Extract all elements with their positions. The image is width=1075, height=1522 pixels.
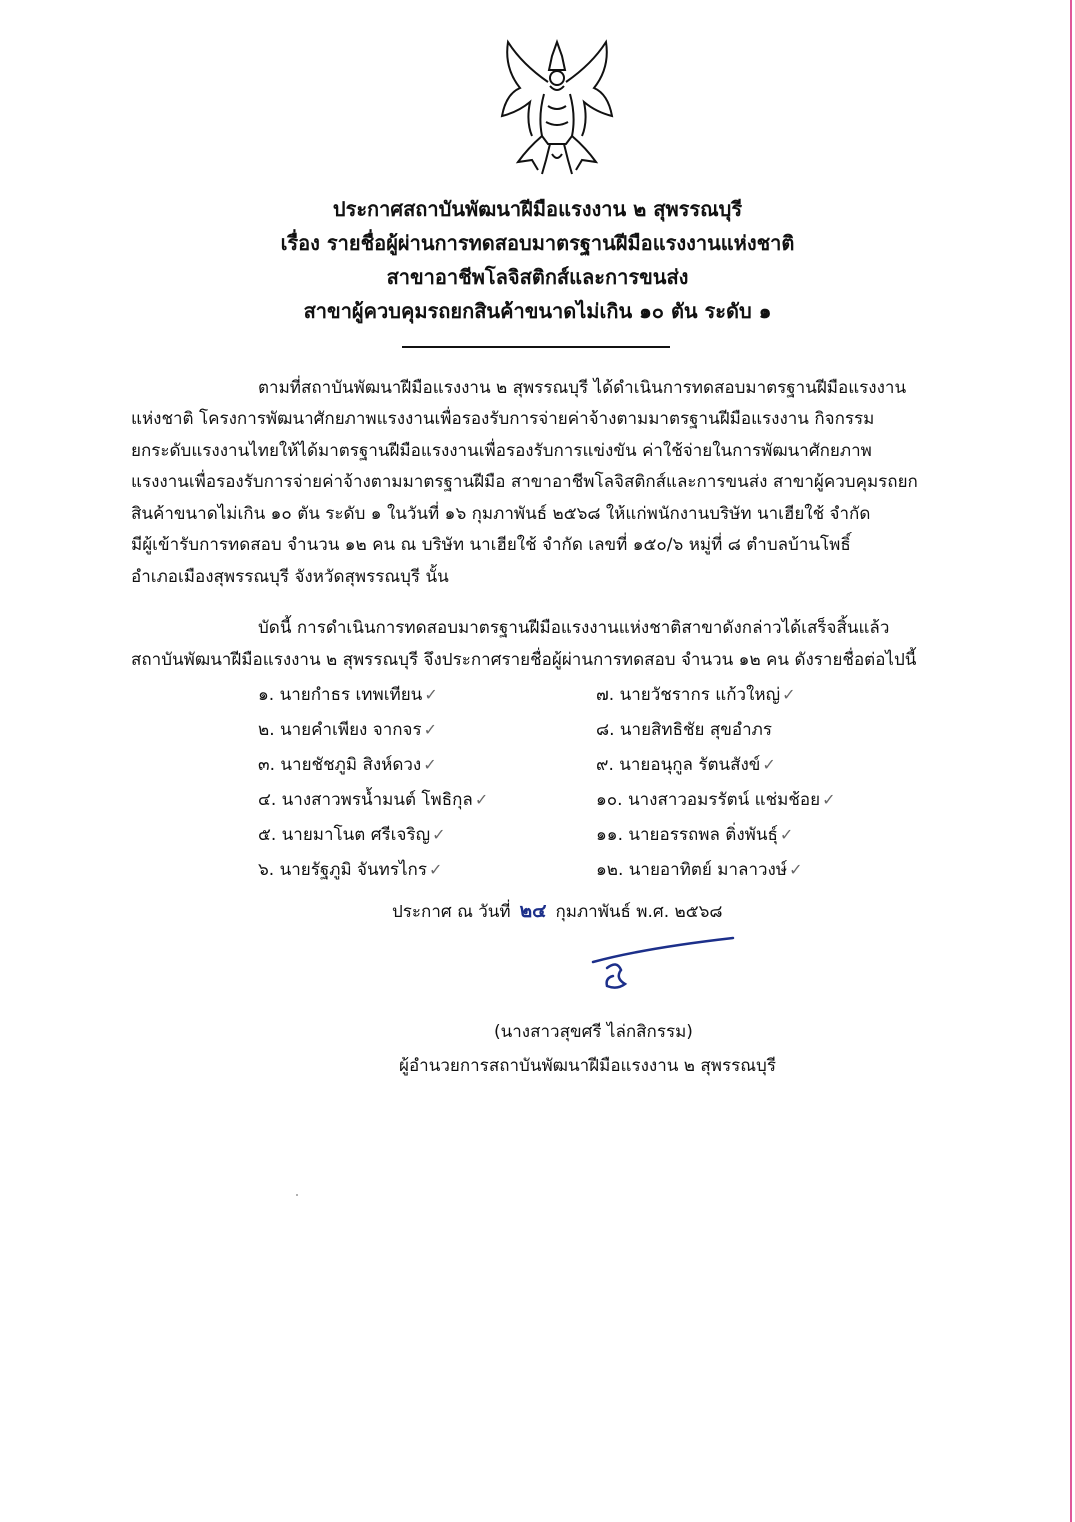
paragraph-line: ตามที่สถาบันพัฒนาฝีมือแรงงาน ๒ สุพรรณบุรี ได้ดำเนินการทดสอบมาตรฐานฝีมือแรงงาน <box>258 378 907 398</box>
list-item: ๕. นายมาโนต ศรีเจริญ ✓ <box>258 825 446 845</box>
check-mark-icon: ✓ <box>423 755 437 774</box>
heading-divider <box>402 346 670 348</box>
announcement-heading: ประกาศสถาบันพัฒนาฝีมือแรงงาน ๒ สุพรรณบุรี <box>332 197 743 221</box>
check-mark-icon: ✓ <box>424 685 438 704</box>
list-item: ๙. นายอนุกูล รัตนสังข์ ✓ <box>596 755 776 775</box>
check-mark-icon: ✓ <box>762 755 776 774</box>
signer-title: ผู้อำนวยการสถาบันพัฒนาฝีมือแรงงาน ๒ สุพรรณบุรี <box>399 1056 776 1076</box>
list-item: ๑๐. นางสาวอมรรัตน์ แช่มช้อย ✓ <box>596 790 836 810</box>
check-mark-icon: ✓ <box>779 825 794 844</box>
paragraph-line: แห่งชาติ โครงการพัฒนาศักยภาพแรงงานเพื่อรองรับการจ่ายค่าจ้างตามมาตรฐานฝีมือแรงงาน กิจกรรม <box>131 409 875 429</box>
paragraph-line: ยกระดับแรงงานไทยให้ได้มาตรฐานฝีมือแรงงานเพื่อรองรับการแข่งขัน ค่าใช้จ่ายในการพัฒนาศักยภาพ <box>131 441 872 461</box>
check-mark-icon: ✓ <box>423 720 438 739</box>
paragraph-line: บัดนี้ การดำเนินการทดสอบมาตรฐานฝีมือแรงงานแห่งชาติสาขาดังกล่าวได้เสร็จสิ้นแล้ว <box>258 618 890 638</box>
check-mark-icon: ✓ <box>474 790 489 809</box>
list-item: ๓. นายชัชภูมิ สิงห์ดวง ✓ <box>258 755 437 775</box>
paragraph-line: มีผู้เข้ารับการทดสอบ จำนวน ๑๒ คน ณ บริษัท นาเฮียใช้ จำกัด เลขที่ ๑๕๐/๖ หมู่ที่ ๘ ตำบลบ้านโพธิ์ <box>131 535 851 555</box>
list-item: ๒. นายคำเพียง จากจร ✓ <box>258 720 438 740</box>
announcement-date: ประกาศ ณ วันที่ ๒๔ กุมภาพันธ์ พ.ศ. ๒๕๖๘ <box>392 896 723 928</box>
signer-name: (นางสาวสุขศรี ไล่กสิกรรม) <box>494 1022 693 1042</box>
list-item: ๗. นายวัชรากร แก้วใหญ่ ✓ <box>596 685 796 705</box>
check-mark-icon: ✓ <box>822 790 836 809</box>
check-mark-icon: ✓ <box>428 860 443 879</box>
list-item: ๑. นายกำธร เทพเทียน ✓ <box>258 685 438 705</box>
scan-speck <box>296 1194 298 1196</box>
check-mark-icon: ✓ <box>432 825 446 844</box>
branch-heading: สาขาอาชีพโลจิสติกส์และการขนส่ง <box>386 265 689 289</box>
handwritten-signature-icon <box>585 930 745 1000</box>
occupation-heading: สาขาผู้ควบคุมรถยกสินค้าขนาดไม่เกิน ๑๐ ตัน ระดับ ๑ <box>303 299 772 323</box>
check-mark-icon: ✓ <box>782 685 796 704</box>
list-item: ๑๑. นายอรรถพล ติ่งพันธุ์ ✓ <box>596 825 794 845</box>
paragraph-line: สินค้าขนาดไม่เกิน ๑๐ ตัน ระดับ ๑ ในวันที่ ๑๖ กุมภาพันธ์ ๒๕๖๘ ให้แก่พนักงานบริษัท นาเฮียใช้ จำกัด <box>131 504 871 524</box>
paragraph-line: อำเภอเมืองสุพรรณบุรี จังหวัดสุพรรณบุรี นั้น <box>131 567 449 587</box>
list-item: ๔. นางสาวพรน้ำมนต์ โพธิกุล ✓ <box>258 790 489 810</box>
list-item: ๖. นายรัฐภูมิ จันทรไกร ✓ <box>258 860 443 880</box>
subject-heading: เรื่อง รายชื่อผู้ผ่านการทดสอบมาตรฐานฝีมือแรงงานแห่งชาติ <box>280 231 795 255</box>
paragraph-line: สถาบันพัฒนาฝีมือแรงงาน ๒ สุพรรณบุรี จึงประกาศรายชื่อผู้ผ่านการทดสอบ จำนวน ๑๒ คน ดังรายชื่อต่อไปนี้ <box>131 650 917 670</box>
list-item: ๘. นายสิทธิชัย สุขอำภร <box>596 720 773 740</box>
list-item: ๑๒. นายอาทิตย์ มาลาวงษ์ ✓ <box>596 860 803 880</box>
date-day: ๒๔ <box>519 900 547 922</box>
check-mark-icon: ✓ <box>789 860 803 879</box>
paragraph-line: แรงงานเพื่อรองรับการจ่ายค่าจ้างตามมาตรฐานฝีมือ สาขาอาชีพโลจิสติกส์และการขนส่ง สาขาผู้ควบคุมรถยก <box>131 472 918 492</box>
page-edge-line <box>1070 0 1072 1522</box>
garuda-emblem-icon <box>492 36 622 181</box>
